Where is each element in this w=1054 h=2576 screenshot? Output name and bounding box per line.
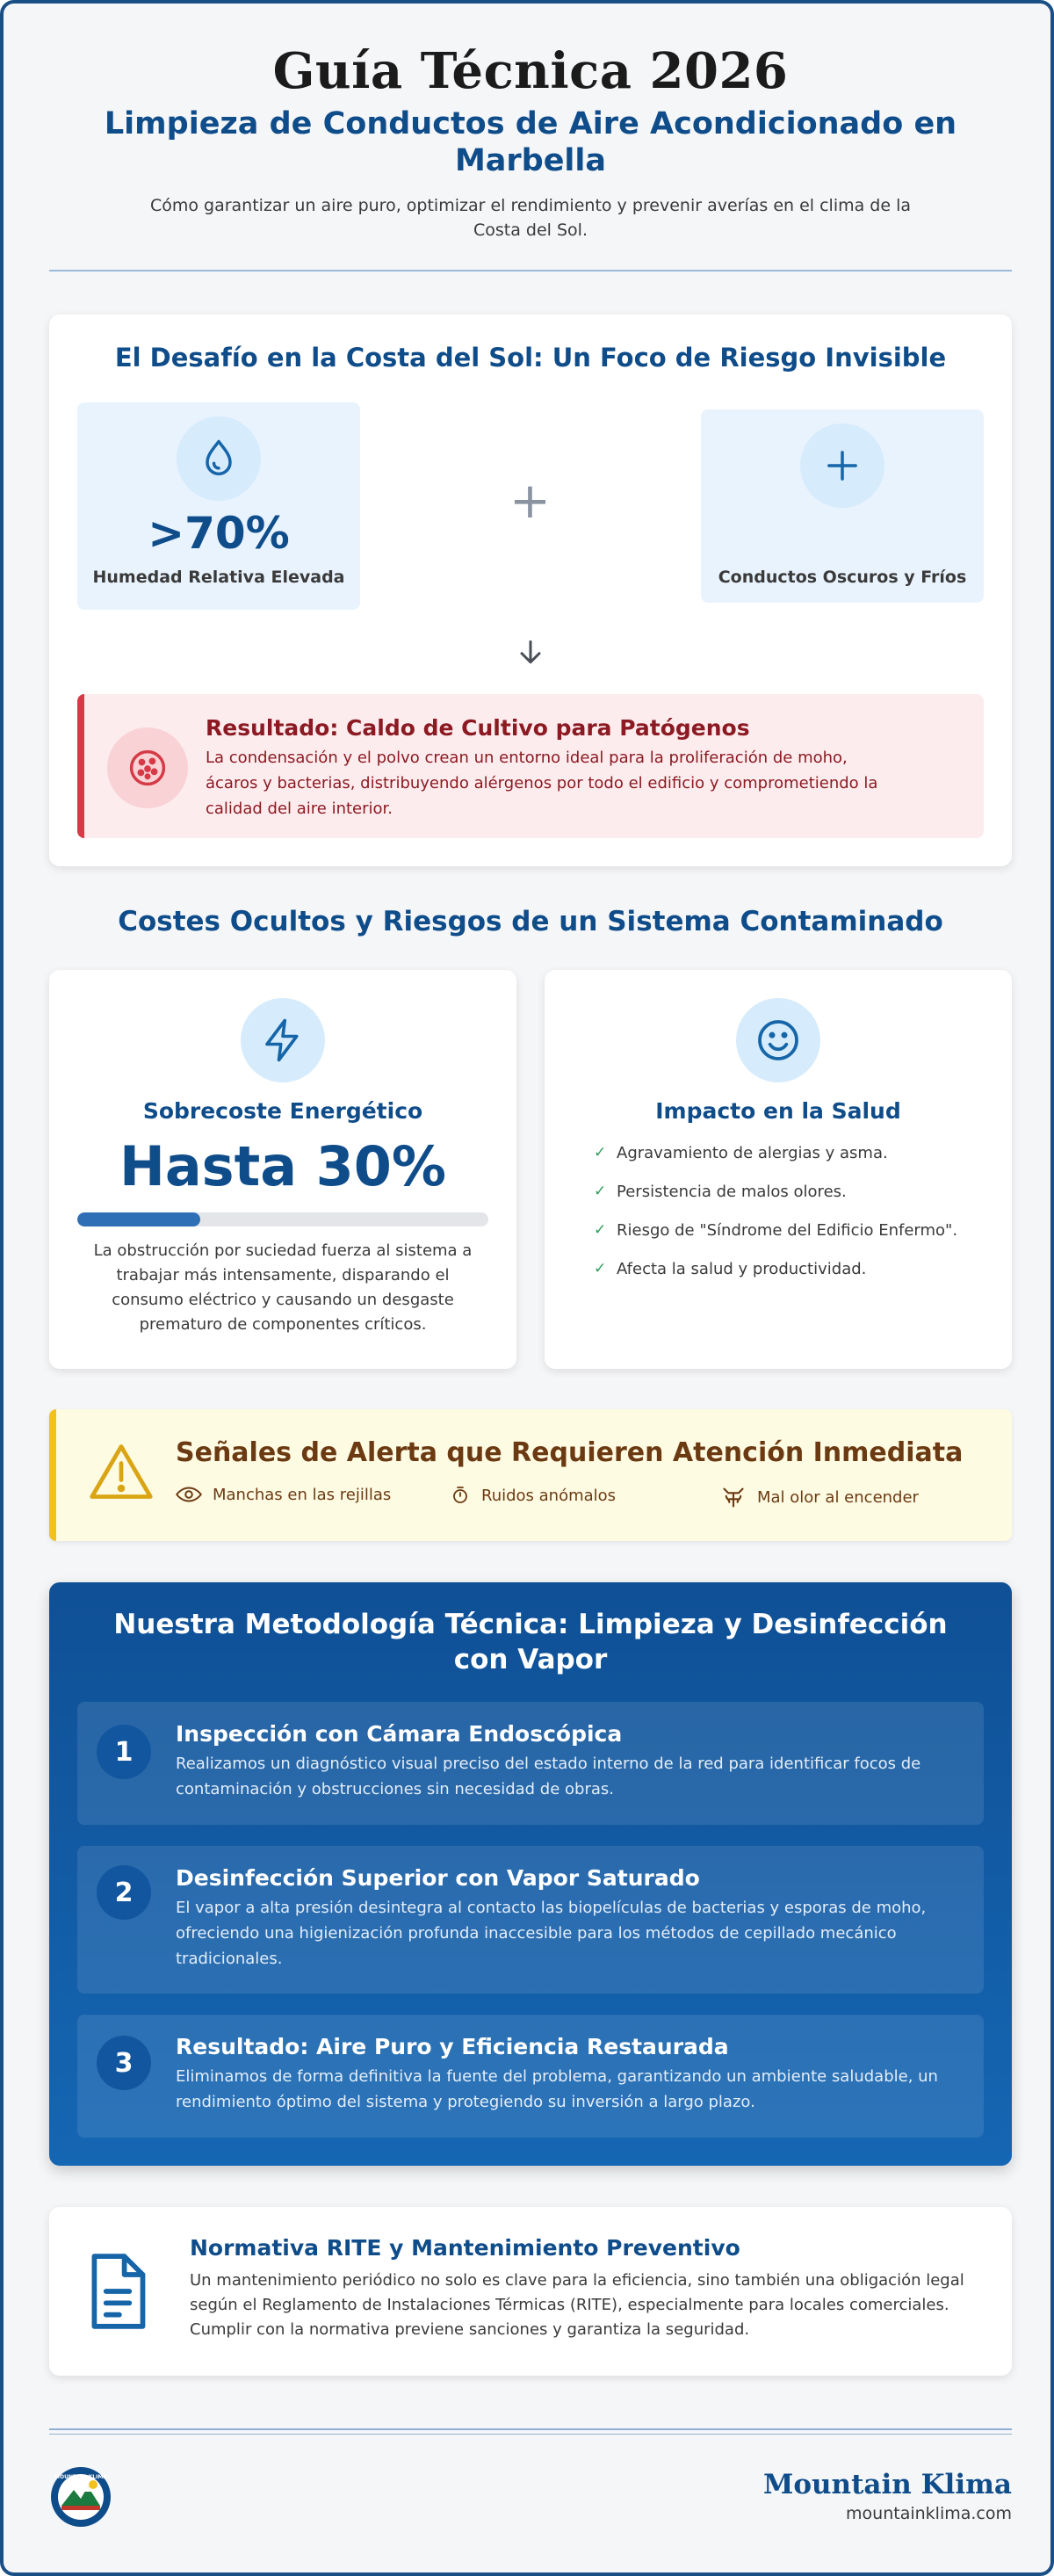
warning-icon	[88, 1441, 155, 1506]
step-card	[77, 2015, 984, 2138]
alert-item: Mal olor al encender	[720, 1485, 919, 1509]
health-title: Impacto en la Salud	[655, 1098, 901, 1124]
result-title: Resultado: Caldo de Cultivo para Patógenos	[206, 715, 750, 741]
humidity-stat: >70%	[148, 508, 290, 559]
costs-title: Costes Ocultos y Riesgos de un Sistema Contaminado	[118, 906, 943, 937]
step-text: El vapor a alta presión desintegra al contacto las biopelículas de bacterias y esporas de moho, ofreciendo una higienización profunda inaccesible para los métodos de cepillado mecánico tradicionales.	[176, 1899, 927, 1968]
list-item: ✓ Riesgo de "Síndrome del Edificio Enfermo".	[594, 1220, 958, 1240]
header-divider	[49, 270, 1012, 271]
step-number: 2	[97, 1865, 151, 1920]
page-subtitle: Limpieza de Conductos de Aire Acondicionado en Marbella	[104, 106, 957, 178]
sound-icon	[450, 1485, 471, 1506]
energy-title: Sobrecoste Energético	[142, 1098, 423, 1124]
check-icon: ✓	[594, 1221, 607, 1239]
norm-title: Normativa RITE y Mantenimiento Preventivo	[190, 2235, 740, 2261]
check-icon: ✓	[594, 1183, 607, 1200]
challenge-card	[49, 315, 1012, 866]
energy-text: La obstrucción por suciedad fuerza al sistema a trabajar más intensamente, disparando el consumo eléctrico y causando un desgaste prematuro de componentes críticos.	[93, 1241, 473, 1334]
norm-card	[49, 2207, 1012, 2376]
step-title: Desinfección Superior con Vapor Saturado	[176, 1865, 700, 1891]
plus-icon	[800, 423, 884, 508]
step-title: Resultado: Aire Puro y Eficiencia Restaurada	[176, 2034, 729, 2059]
smile-icon	[736, 998, 820, 1082]
list-item: ✓ Agravamiento de alergias y asma.	[594, 1143, 888, 1162]
humidity-box	[77, 402, 360, 610]
document-icon	[84, 2251, 151, 2335]
eye-icon	[176, 1485, 202, 1504]
check-icon: ✓	[594, 1144, 607, 1161]
website-link[interactable]: mountainklima.com	[846, 2504, 1012, 2523]
alert-item: Ruidos anómalos	[450, 1485, 616, 1506]
lightning-icon	[241, 998, 325, 1082]
alert-title: Señales de Alerta que Requieren Atención Inmediata	[176, 1437, 964, 1468]
energy-bar-fill	[77, 1212, 200, 1226]
methodology-title: Nuestra Metodología Técnica: Limpieza y Desinfección con Vapor	[113, 1609, 948, 1675]
arrow-down-icon	[513, 634, 548, 673]
step-text: Eliminamos de forma definitiva la fuente del problema, garantizando un ambiente saludable, un rendimiento óptimo del sistema y protegiendo su inversión a largo plazo.	[176, 2067, 938, 2111]
step-text: Realizamos un diagnóstico visual preciso del estado interno de la red para identificar focos de contaminación y obstrucciones sin necesidad de obras.	[176, 1755, 921, 1798]
page-title: Guía Técnica 2026	[272, 42, 789, 100]
check-icon: ✓	[594, 1260, 607, 1277]
step-card	[77, 1702, 984, 1825]
alert-box	[49, 1409, 1012, 1541]
health-card	[545, 970, 1012, 1369]
svg-text:MOUNTAIN KLIMA: MOUNTAIN KLIMA	[54, 2474, 107, 2480]
brand-name: Mountain Klima	[763, 2469, 1012, 2500]
intro-text: Cómo garantizar un aire puro, optimizar el rendimiento y prevenir averías en el clima de la Costa del Sol.	[149, 196, 912, 240]
step-number: 1	[97, 1725, 151, 1779]
footer-divider	[49, 2428, 1012, 2430]
result-text: La condensación y el polvo crean un entorno ideal para la proliferación de moho, ácaros y bacterias, distribuyendo alérgenos por todo el edificio y comprometiendo la calidad del aire interior.	[206, 749, 878, 818]
health-list	[594, 1133, 957, 1288]
list-item: ✓ Afecta la salud y productividad.	[594, 1259, 867, 1278]
challenge-title: El Desafío en la Costa del Sol: Un Foco de Riesgo Invisible	[114, 343, 947, 373]
energy-card	[49, 970, 516, 1369]
droplet-icon	[177, 416, 261, 501]
methodology-section	[49, 1582, 1012, 2166]
ducts-label: Conductos Oscuros y Fríos	[718, 568, 967, 587]
bacteria-icon	[107, 727, 188, 808]
odor-icon	[720, 1485, 747, 1509]
norm-text: Un mantenimiento periódico no solo es clave para la eficiencia, sino también una obligación legal según el Reglamento de Instalaciones Térmicas (RITE), especialmente para locales comerciales. Cumplir con la normativa previene sanciones y garantiza la seguridad.	[190, 2271, 964, 2339]
ducts-box	[701, 409, 984, 603]
footer-divider-thin	[49, 2434, 1012, 2435]
list-item: ✓ Persistencia de malos olores.	[594, 1182, 847, 1201]
alert-item: Manchas en las rejillas	[176, 1485, 391, 1504]
energy-stat: Hasta 30%	[119, 1134, 447, 1198]
step-title: Inspección con Cámara Endoscópica	[176, 1721, 623, 1747]
result-box	[77, 694, 984, 838]
page-content	[49, 4, 1012, 2576]
plus-operator: +	[509, 473, 551, 530]
humidity-label: Humedad Relativa Elevada	[92, 568, 345, 587]
company-logo	[49, 2465, 112, 2529]
step-card	[77, 1846, 984, 1994]
step-number: 3	[97, 2036, 151, 2090]
energy-bar	[77, 1212, 488, 1226]
